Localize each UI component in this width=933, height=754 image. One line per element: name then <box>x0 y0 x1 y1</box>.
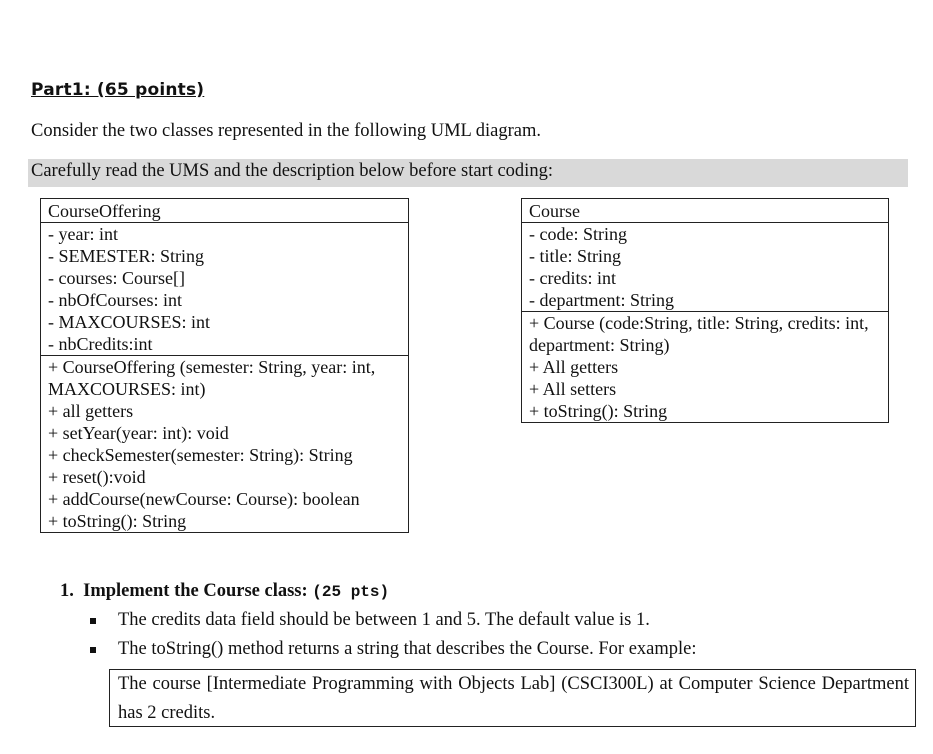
note-text: Carefully read the UMS and the description below before start coding: <box>31 161 553 181</box>
task-heading <box>60 581 389 602</box>
uml-attribute: - SEMESTER: String <box>48 246 205 266</box>
uml-class-name: Course <box>522 199 888 223</box>
bullet-square-icon <box>90 618 96 624</box>
uml-method: + toString(): String <box>529 401 668 421</box>
uml-attribute: - nbCredits:int <box>48 334 153 354</box>
uml-method: + All setters <box>529 379 617 399</box>
task-title: Implement the Course class: <box>83 581 308 601</box>
uml-method: + toString(): String <box>48 511 187 531</box>
uml-method: + setYear(year: int): void <box>48 423 229 443</box>
uml-methods <box>522 312 888 422</box>
uml-attribute: - nbOfCourses: int <box>48 290 182 310</box>
intro-text: Consider the two classes represented in the following UML diagram. <box>31 121 541 141</box>
bullet-square-icon <box>90 647 96 653</box>
uml-method: + addCourse(newCourse: Course): boolean <box>48 489 360 509</box>
uml-attributes <box>522 223 888 312</box>
uml-attribute: - department: String <box>529 290 674 310</box>
part-title: Part1: (65 points) <box>31 80 205 100</box>
uml-method: + All getters <box>529 357 619 377</box>
bullet-text: The credits data field should be between 1 and 5. The default value is 1. <box>118 610 650 630</box>
task-points: (25 pts) <box>312 583 390 601</box>
uml-attribute: - code: String <box>529 224 627 244</box>
uml-attribute: - year: int <box>48 224 118 244</box>
uml-class-courseoffering <box>40 198 409 533</box>
task-number: 1. <box>60 581 74 601</box>
uml-method: + reset():void <box>48 467 146 487</box>
uml-method: + checkSemester(semester: String): String <box>48 445 353 465</box>
uml-attributes <box>41 223 408 356</box>
uml-method: + CourseOffering (semester: String, year: int, MAXCOURSES: int) <box>48 357 376 399</box>
uml-method: + Course (code:String, title: String, credits: int, department: String) <box>529 313 869 355</box>
uml-class-course <box>521 198 889 423</box>
uml-attribute: - title: String <box>529 246 621 266</box>
note-band <box>28 159 908 187</box>
uml-attribute: - courses: Course[] <box>48 268 185 288</box>
uml-class-name: CourseOffering <box>41 199 408 223</box>
uml-attribute: - MAXCOURSES: int <box>48 312 211 332</box>
example-output-box: The course [Intermediate Programming with Objects Lab] (CSCI300L) at Computer Science Department has 2 credits. <box>109 669 916 727</box>
uml-attribute: - credits: int <box>529 268 616 288</box>
uml-methods <box>41 356 408 532</box>
uml-method: + all getters <box>48 401 134 421</box>
bullet-text: The toString() method returns a string that describes the Course. For example: <box>118 639 697 659</box>
